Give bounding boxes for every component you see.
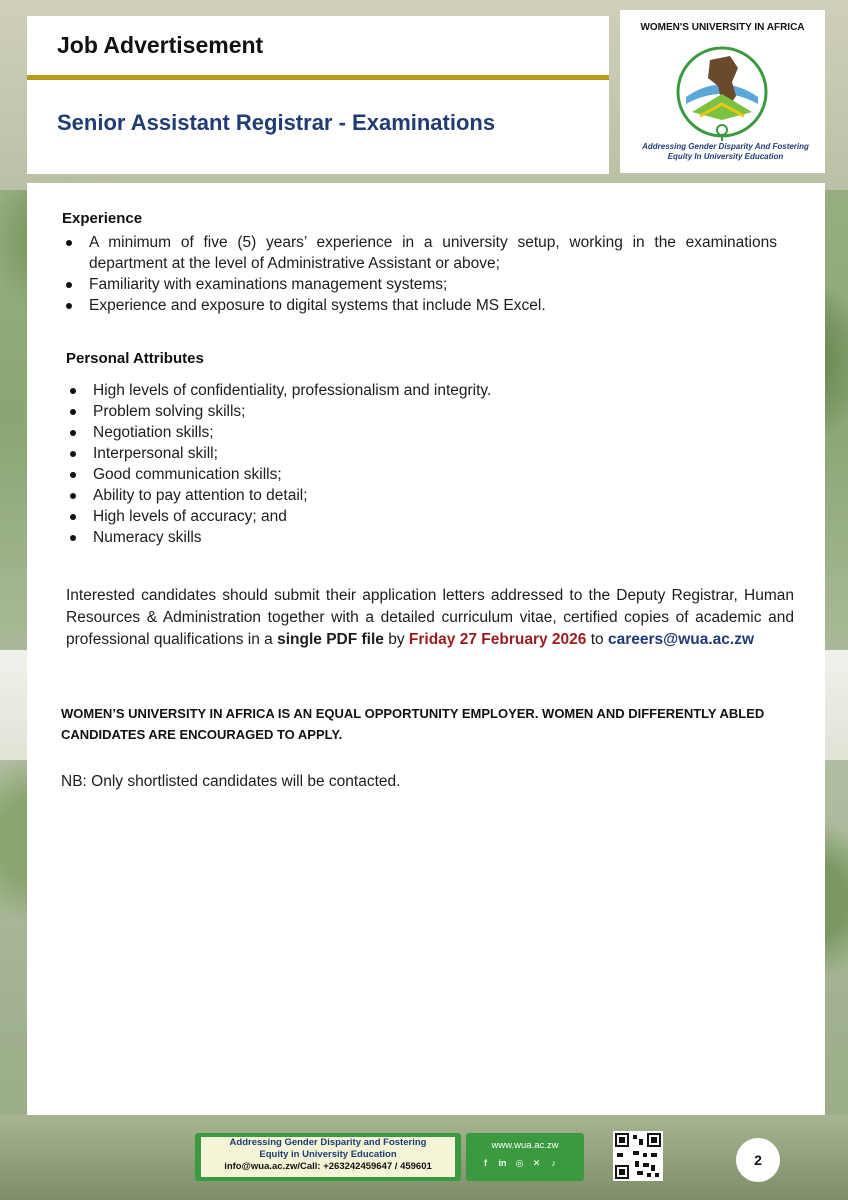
instagram-icon[interactable]: ◎ <box>515 1158 524 1168</box>
experience-heading: Experience <box>62 210 143 227</box>
social-icons <box>480 1158 559 1169</box>
list-item: Familiarity with examinations management systems; <box>62 274 777 295</box>
facebook-icon[interactable]: f <box>484 1158 487 1168</box>
footer-contact[interactable]: info@wua.ac.zw/Call: +263242459647 / 459601 <box>224 1161 432 1172</box>
list-item: High levels of confidentiality, professionalism and integrity. <box>66 380 781 401</box>
logo-tagline: Addressing Gender Disparity And Fostering Equity In University Education <box>642 142 809 161</box>
application-instructions: Interested candidates should submit their application letters addressed to the Deputy Registrar, Human Resources & Administration together with a detailed curriculum vitae, certified copies of academic and professional qualifications in a single PDF file by Friday 27 February 2026 to careers@wua.ac.zw <box>66 587 794 648</box>
experience-list <box>62 232 777 316</box>
list-item: High levels of accuracy; and <box>66 506 781 527</box>
gold-divider <box>27 75 609 80</box>
list-item: Ability to pay attention to detail; <box>66 485 781 506</box>
linkedin-icon[interactable]: in <box>498 1158 507 1168</box>
list-item: Numeracy skills <box>66 527 781 548</box>
file-format: single PDF file <box>277 631 384 648</box>
footer-tagline-1: Addressing Gender Disparity and Fostering <box>229 1137 427 1148</box>
tiktok-icon[interactable]: ♪ <box>551 1158 556 1168</box>
page-title: Job Advertisement <box>57 32 264 58</box>
x-icon[interactable]: ✕ <box>532 1158 541 1168</box>
page-number: 2 <box>736 1138 780 1182</box>
logo-university-name: WOMEN'S UNIVERSITY IN AFRICA <box>640 22 805 33</box>
shortlist-note: NB: Only shortlisted candidates will be contacted. <box>61 773 401 790</box>
content-panel <box>27 183 825 1115</box>
job-title: Senior Assistant Registrar - Examinations <box>57 110 496 135</box>
website-link[interactable]: www.wua.ac.zw <box>491 1140 559 1151</box>
list-item: Interpersonal skill; <box>66 443 781 464</box>
careers-email-link[interactable]: careers@wua.ac.zw <box>607 631 755 648</box>
personal-attributes-heading: Personal Attributes <box>66 350 204 367</box>
application-deadline: Friday 27 February 2026 <box>408 631 587 648</box>
list-item: A minimum of five (5) years’ experience in a university setup, working in the examinations department at the level of Administrative Assistant or above; <box>62 232 777 274</box>
list-item: Good communication skills; <box>66 464 781 485</box>
university-logo-panel <box>620 10 825 173</box>
university-emblem-icon <box>672 42 772 142</box>
personal-attributes-list <box>66 380 781 548</box>
equal-opportunity-notice: WOMEN’S UNIVERSITY IN AFRICA IS AN EQUAL OPPORTUNITY EMPLOYER. WOMEN AND DIFFERENTLY ABLED CANDIDATES ARE ENCOURAGED TO APPLY. <box>61 706 765 742</box>
footer-web-box <box>466 1133 584 1181</box>
list-item: Negotiation skills; <box>66 422 781 443</box>
list-item: Problem solving skills; <box>66 401 781 422</box>
footer-tagline-2: Equity in University Education <box>259 1149 397 1160</box>
qr-code-icon[interactable] <box>613 1131 663 1181</box>
header-panel <box>27 16 609 174</box>
list-item: Experience and exposure to digital systems that include MS Excel. <box>62 295 777 316</box>
footer-tagline-box <box>195 1133 461 1181</box>
